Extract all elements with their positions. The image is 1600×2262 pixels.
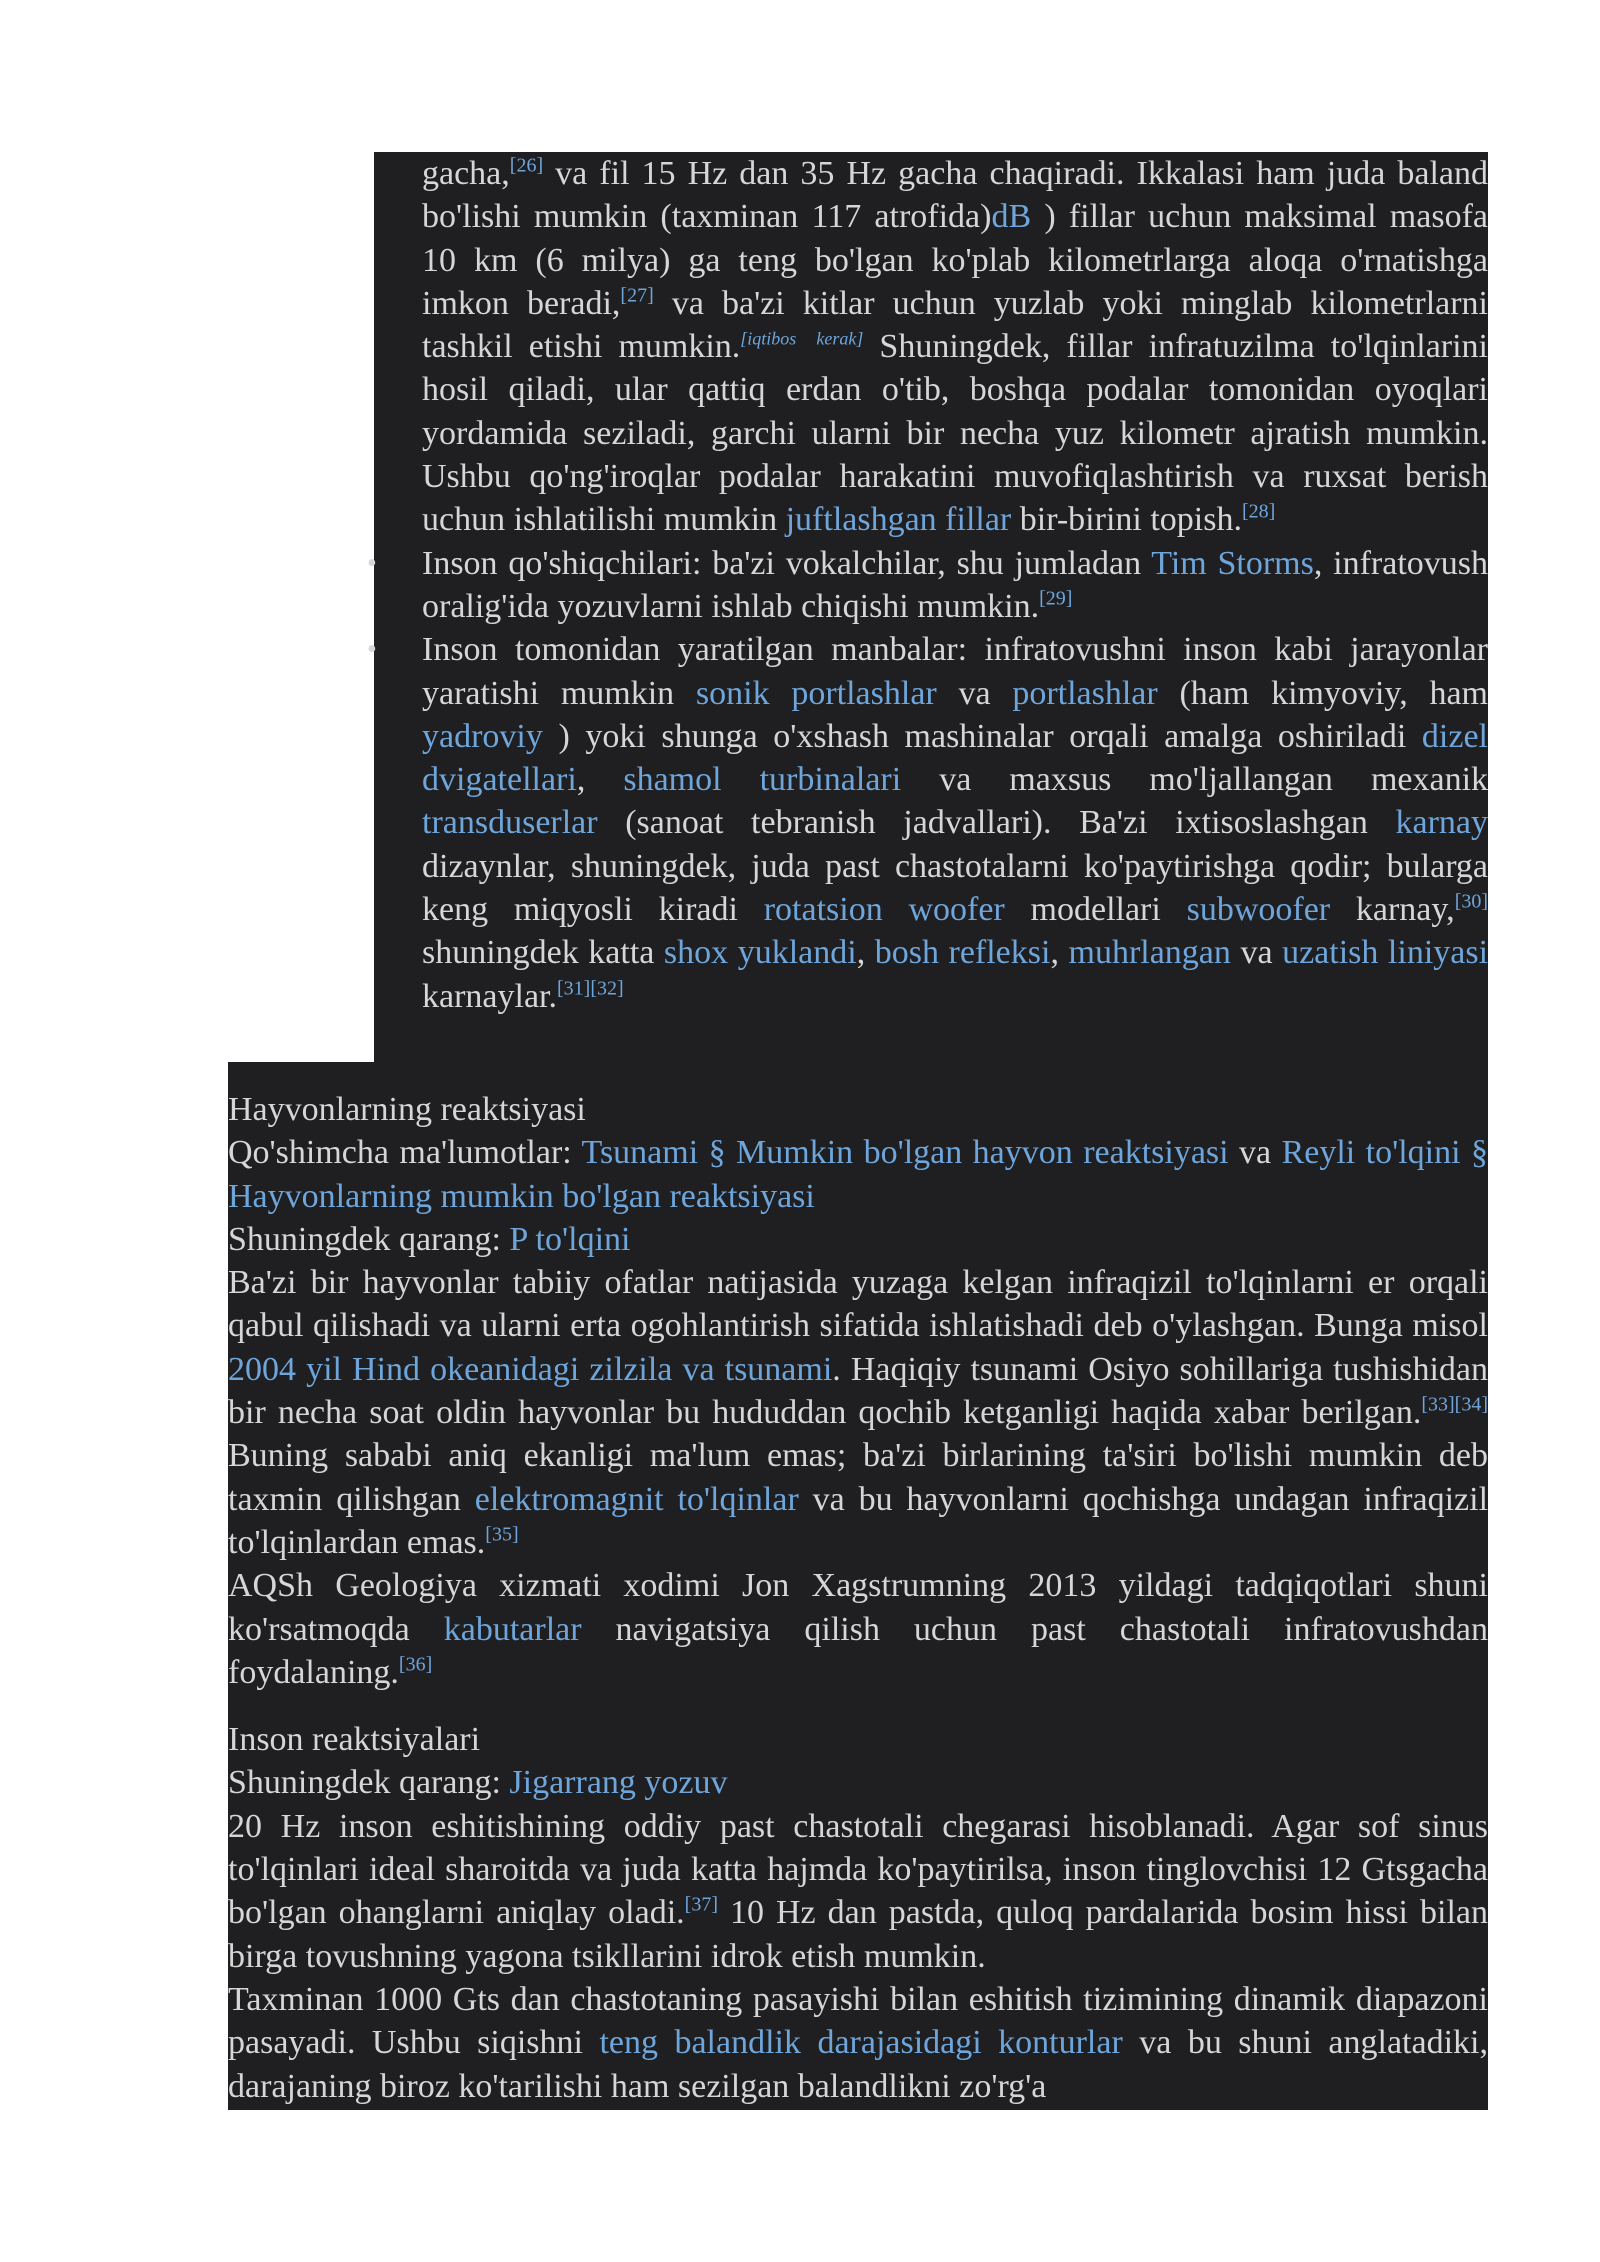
inline-link[interactable]: shamol turbinalari bbox=[623, 761, 902, 799]
lower-column bbox=[228, 1088, 1488, 2108]
text-run: bir-birini topish. bbox=[1011, 501, 1242, 539]
inline-link[interactable]: karnay bbox=[1395, 804, 1488, 842]
list-item-sources bbox=[367, 628, 1489, 1018]
upper-column bbox=[367, 152, 1489, 1018]
inline-link[interactable]: Jigarrang yozuv bbox=[509, 1764, 728, 1802]
text-run: AQSh Geologiya xizmati xodimi Jon Xagstrumning 2013 yildagi tadqiqotlari shuni ko'rsatmoqda bbox=[228, 1567, 1488, 1648]
text-run: dizaynlar, shuningdek, juda past chastotalarni ko'paytirishga qodir; bularga keng miqyosli kiradi bbox=[422, 847, 1488, 929]
text-run: navigatsiya qilish uchun past chastotali infratovushdan foydalaning. bbox=[228, 1610, 1488, 1691]
text-run: Shuningdek, fillar infratuzilma to'lqinlarini hosil qiladi, ular qattiq erdan o'tib, boshqa podalar tomonidan oyoqlari yordamida seziladi, garchi ularni bir necha yuz kilometr ajratish mumkin. Ushbu qo'ng'iroqlar podalar harakatini muvofiqlashtirish va ruxsat berish uchun ishlatilishi mumkin bbox=[422, 328, 1488, 539]
section-spacer bbox=[228, 1694, 1488, 1718]
citation-link[interactable]: [27] bbox=[620, 284, 654, 307]
inline-link[interactable]: muhrlangan bbox=[1068, 934, 1231, 972]
text-run: va fil 15 Hz dan 35 Hz gacha chaqiradi. Ikkalasi ham juda baland bo'lishi mumkin (taxminan 117 atrofida) bbox=[422, 155, 1488, 236]
inline-link[interactable]: rotatsion woofer bbox=[763, 891, 1005, 929]
citation-link[interactable]: [33][34] bbox=[1421, 1393, 1488, 1416]
inline-link[interactable]: juftlashgan fillar bbox=[785, 501, 1012, 539]
text-run: Ba'zi bir hayvonlar tabiiy ofatlar natijasida yuzaga kelgan infraqizil to'lqinlarni er orqali qabul qilishadi va ularni erta ogohlantirish sifatida ishlatishadi deb o'ylashgan. Bunga misol bbox=[228, 1264, 1488, 1345]
paragraph-animals-2 bbox=[228, 1564, 1488, 1694]
inline-link[interactable]: Tsunami § Mumkin bo'lgan hayvon reaktsiyasi bbox=[581, 1134, 1229, 1172]
text-run: va bu hayvonlarni qochishga undagan infraqizil to'lqinlardan emas. bbox=[228, 1480, 1489, 1561]
inline-link[interactable]: dB bbox=[991, 198, 1032, 236]
text-run: 10 Hz dan pastda, quloq pardalarida bosim hissi bilan birga tovushning yagona tsikllarini idrok etish mumkin. bbox=[228, 1894, 1488, 1975]
inline-link[interactable]: 2004 yil Hind okeanidagi zilzila va tsunami bbox=[228, 1350, 833, 1388]
paragraph-human-2 bbox=[228, 1978, 1488, 2108]
section-heading-animals: Hayvonlarning reaktsiyasi bbox=[228, 1091, 586, 1128]
citation-link[interactable]: [36] bbox=[398, 1653, 433, 1676]
continued-paragraph bbox=[422, 152, 1488, 542]
inline-link[interactable]: portlashlar bbox=[1012, 674, 1158, 712]
list-item-text bbox=[422, 545, 1488, 625]
inline-link[interactable]: Tim Storms bbox=[1151, 544, 1314, 582]
inline-link[interactable]: sonik portlashlar bbox=[695, 674, 937, 712]
text-run: karnaylar. bbox=[422, 977, 557, 1015]
paragraph-human-1 bbox=[228, 1805, 1488, 1978]
inline-link[interactable]: Reyli to'lqini § Hayvonlarning mumkin bo'lgan reaktsiyasi bbox=[228, 1134, 1488, 1215]
inline-link[interactable]: uzatish liniyasi bbox=[1282, 934, 1489, 972]
citation-link[interactable]: [28] bbox=[1241, 501, 1276, 524]
text-run: Shuningdek qarang: bbox=[228, 1764, 510, 1802]
text-run: Buning sababi aniq ekanligi ma'lum emas; ba'zi birlarining ta'siri bo'lishi mumkin deb taxmin qilishgan bbox=[228, 1437, 1488, 1518]
citation-link[interactable]: [31][32] bbox=[557, 977, 624, 1000]
inline-link[interactable]: yadroviy bbox=[422, 717, 543, 755]
section-heading-human: Inson reaktsiyalari bbox=[228, 1721, 481, 1759]
text-run: va ba'zi kitlar uchun yuzlab yoki minglab kilometrlarni tashkil etishi mumkin. bbox=[422, 284, 1489, 366]
bullet-icon: • bbox=[367, 634, 377, 666]
inline-link[interactable]: P to'lqini bbox=[509, 1220, 631, 1258]
inline-link[interactable]: elektromagnit to'lqinlar bbox=[474, 1480, 799, 1518]
inline-link[interactable]: transduserlar bbox=[422, 804, 598, 842]
text-run: Shuningdek qarang: bbox=[228, 1220, 510, 1258]
inline-link[interactable]: shox yuklandi bbox=[663, 934, 857, 972]
text-run: karnay, bbox=[1330, 891, 1455, 929]
paragraph-animals-1 bbox=[228, 1261, 1488, 1564]
bullet-icon: • bbox=[367, 547, 377, 579]
list-item-singers bbox=[367, 542, 1489, 629]
text-run: gacha, bbox=[422, 155, 510, 192]
citation-link[interactable]: [35] bbox=[485, 1523, 519, 1546]
text-run: 20 Hz inson eshitishining oddiy past chastotali chegarasi hisoblanadi. Agar sof sinus to'lqinlari ideal sharoitda va juda katta hajmda ko'paytirilsa, inson tinglovchisi 12 Gtsgacha bo'lgan ohanglarni aniqlay oladi. bbox=[228, 1807, 1488, 1932]
text-run: ) yoki shunga o'xshash mashinalar orqali amalga oshiriladi bbox=[542, 717, 1422, 755]
citation-needed-link[interactable]: [iqtibos kerak] bbox=[740, 328, 864, 349]
text-run: , infratovush oralig'ida yozuvlarni ishlab chiqishi mumkin. bbox=[422, 544, 1489, 625]
text-run: Qo'shimcha ma'lumotlar: bbox=[228, 1134, 582, 1172]
see-also-note bbox=[228, 1761, 1488, 1804]
text-run: . Haqiqiy tsunami Osiyo sohillariga tushishidan bir necha soat oldin hayvonlar bu hududdan qochib ketganligi haqida xabar berilgan. bbox=[228, 1350, 1488, 1432]
text-run: ) fillar uchun maksimal masofa 10 km (6 milya) ga teng bo'lgan ko'plab kilometrlarga aloqa o'rnatishga imkon beradi, bbox=[422, 198, 1488, 322]
list-item-text bbox=[422, 631, 1488, 1014]
citation-link[interactable]: [37] bbox=[684, 1894, 718, 1917]
text-run: Inson tomonidan yaratilgan manbalar: infratovushni inson kabi jarayonlar yaratishi mumkin bbox=[422, 631, 1488, 712]
more-info-note bbox=[228, 1131, 1488, 1218]
text-run: shuningdek katta bbox=[422, 934, 664, 972]
inline-link[interactable]: teng balandlik darajasidagi konturlar bbox=[599, 2024, 1123, 2062]
inline-link[interactable]: dizel dvigatellari bbox=[422, 717, 1488, 799]
citation-link[interactable]: [30] bbox=[1454, 890, 1489, 913]
text-run: modellari bbox=[1004, 891, 1187, 929]
text-run: (ham kimyoviy, ham bbox=[1157, 674, 1488, 712]
text-run: va bbox=[1228, 1134, 1282, 1172]
inline-link[interactable]: bosh refleksi bbox=[874, 934, 1051, 972]
text-run: , bbox=[856, 934, 875, 972]
text-run: Inson qo'shiqchilari: ba'zi vokalchilar, shu jumladan bbox=[422, 544, 1152, 582]
text-run: va bbox=[936, 674, 1013, 712]
text-run: (sanoat tebranish jadvallari). Ba'zi ixtisoslashgan bbox=[597, 804, 1396, 842]
text-run: , bbox=[576, 761, 624, 799]
citation-link[interactable]: [29] bbox=[1039, 587, 1073, 610]
text-run: Taxminan 1000 Gts dan chastotaning pasayishi bilan eshitish tizimining dinamik diapazoni pasayadi. Ushbu siqishni bbox=[228, 1980, 1488, 2062]
citation-link[interactable]: [26] bbox=[509, 154, 544, 177]
text-run: va bu shuni anglatadiki, darajaning biroz ko'tarilishi ham sezilgan balandlikni zo'rg'a bbox=[228, 2024, 1488, 2105]
text-run: va bbox=[1230, 934, 1283, 972]
see-also-note bbox=[228, 1218, 1488, 1261]
inline-link[interactable]: subwoofer bbox=[1186, 891, 1331, 929]
inline-link[interactable]: kabutarlar bbox=[443, 1610, 582, 1648]
text-run: , bbox=[1050, 934, 1069, 972]
text-run: va maxsus mo'ljallangan mexanik bbox=[901, 761, 1489, 799]
